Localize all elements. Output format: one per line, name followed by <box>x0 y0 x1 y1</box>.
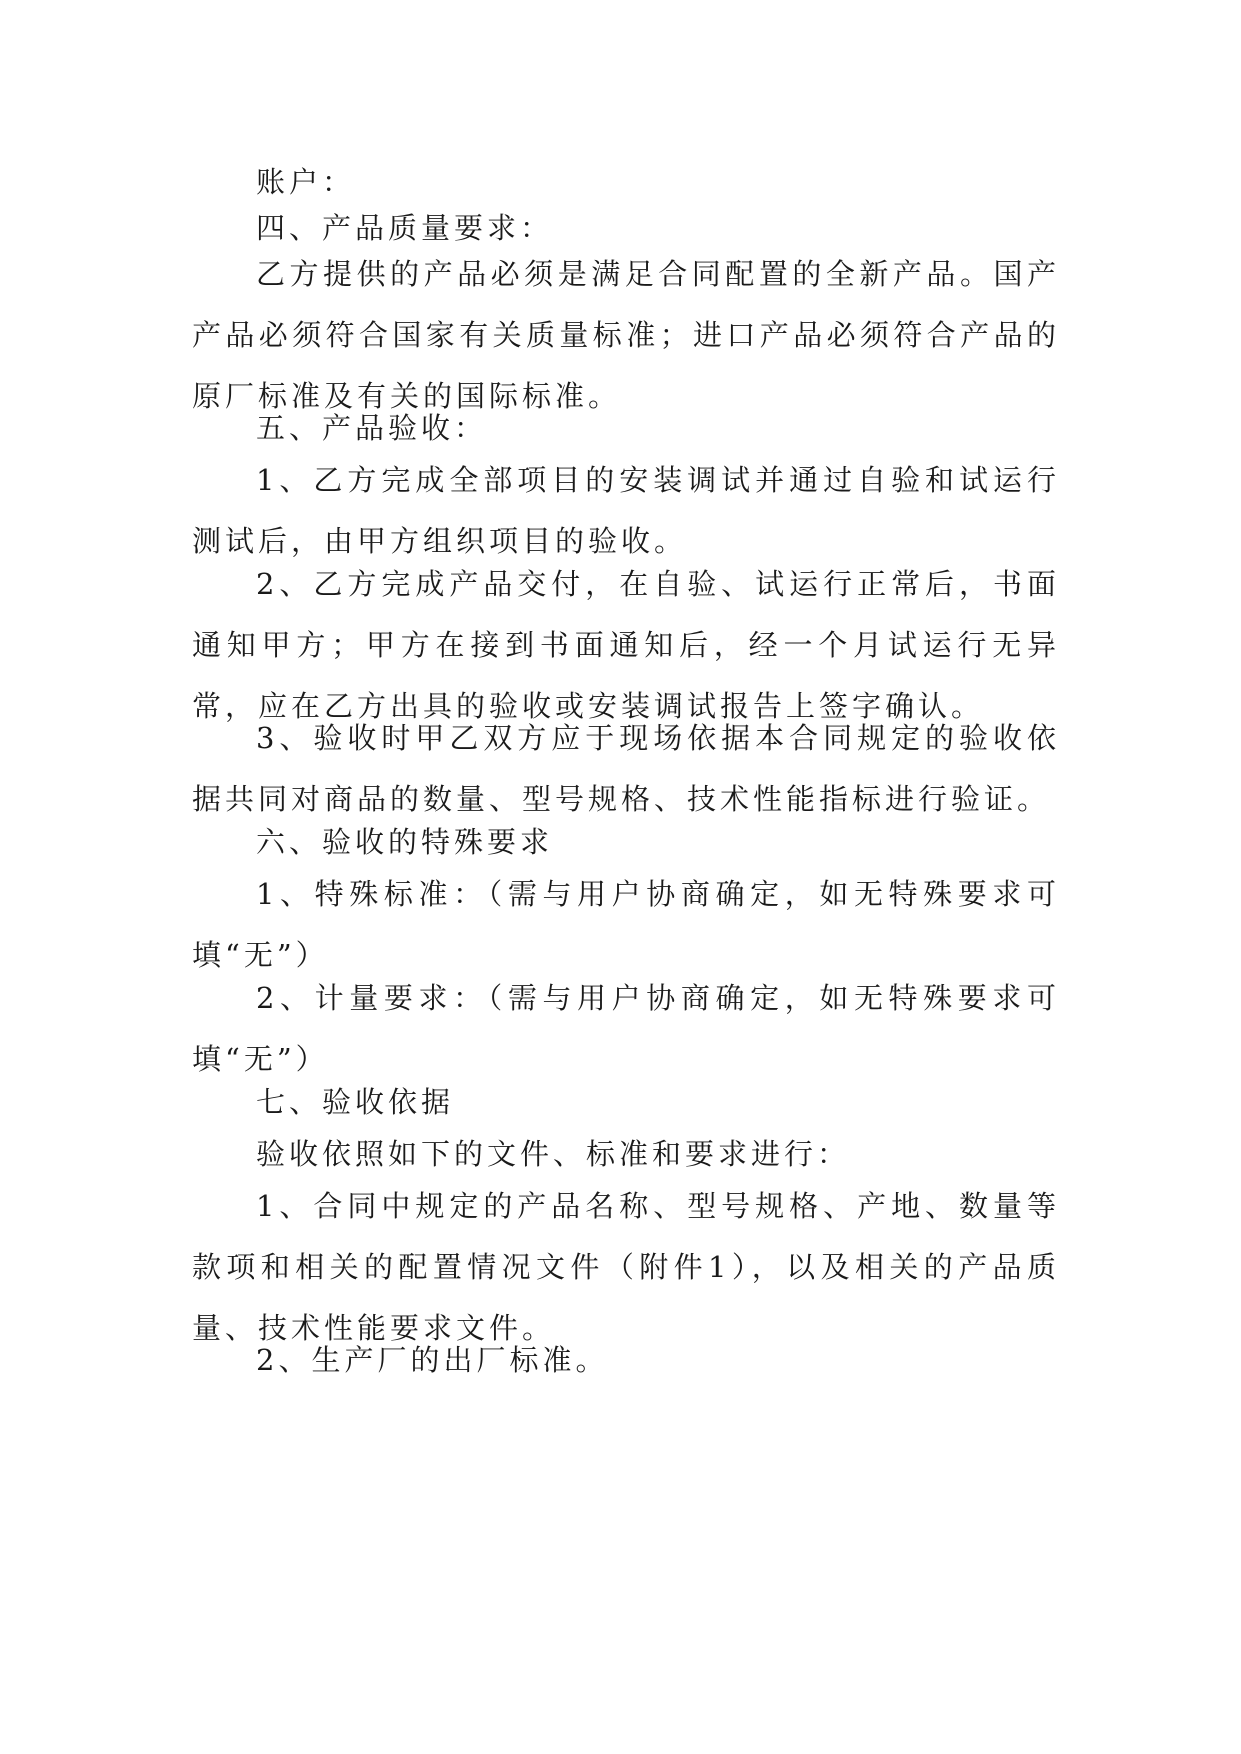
section-5-item-3: 3、验收时甲乙双方应于现场依据本合同规定的验收依据共同对商品的数量、型号规格、技术性能指标进行验证。 <box>192 721 1060 816</box>
section-4-heading: 四、产品质量要求： <box>256 211 554 245</box>
section-6-item-2: 2、计量要求：（需与用户协商确定，如无特殊要求可填“无”） <box>192 981 1060 1076</box>
account-label: 账户： <box>256 165 356 199</box>
section-7-item-2: 2、生产厂的出厂标准。 <box>256 1343 609 1377</box>
section-7-intro: 验收依照如下的文件、标准和要求进行： <box>256 1137 851 1171</box>
section-6-heading: 六、验收的特殊要求 <box>256 825 554 859</box>
section-7-heading: 七、验收依据 <box>256 1085 455 1119</box>
section-6-item-1: 1、特殊标准：（需与用户协商确定，如无特殊要求可填“无”） <box>192 877 1060 972</box>
section-5-item-2: 2、乙方完成产品交付，在自验、试运行正常后，书面通知甲方；甲方在接到书面通知后，经一个月试运行无异常，应在乙方出具的验收或安装调试报告上签字确认。 <box>192 567 1060 723</box>
section-5-heading: 五、产品验收： <box>256 411 488 445</box>
section-4-body: 乙方提供的产品必须是满足合同配置的全新产品。国产产品必须符合国家有关质量标准；进口产品必须符合产品的原厂标准及有关的国际标准。 <box>192 257 1060 413</box>
section-5-item-1: 1、乙方完成全部项目的安装调试并通过自验和试运行测试后，由甲方组织项目的验收。 <box>192 463 1060 558</box>
section-7-item-1: 1、合同中规定的产品名称、型号规格、产地、数量等款项和相关的配置情况文件（附件1），以及相关的产品质量、技术性能要求文件。 <box>192 1189 1060 1345</box>
